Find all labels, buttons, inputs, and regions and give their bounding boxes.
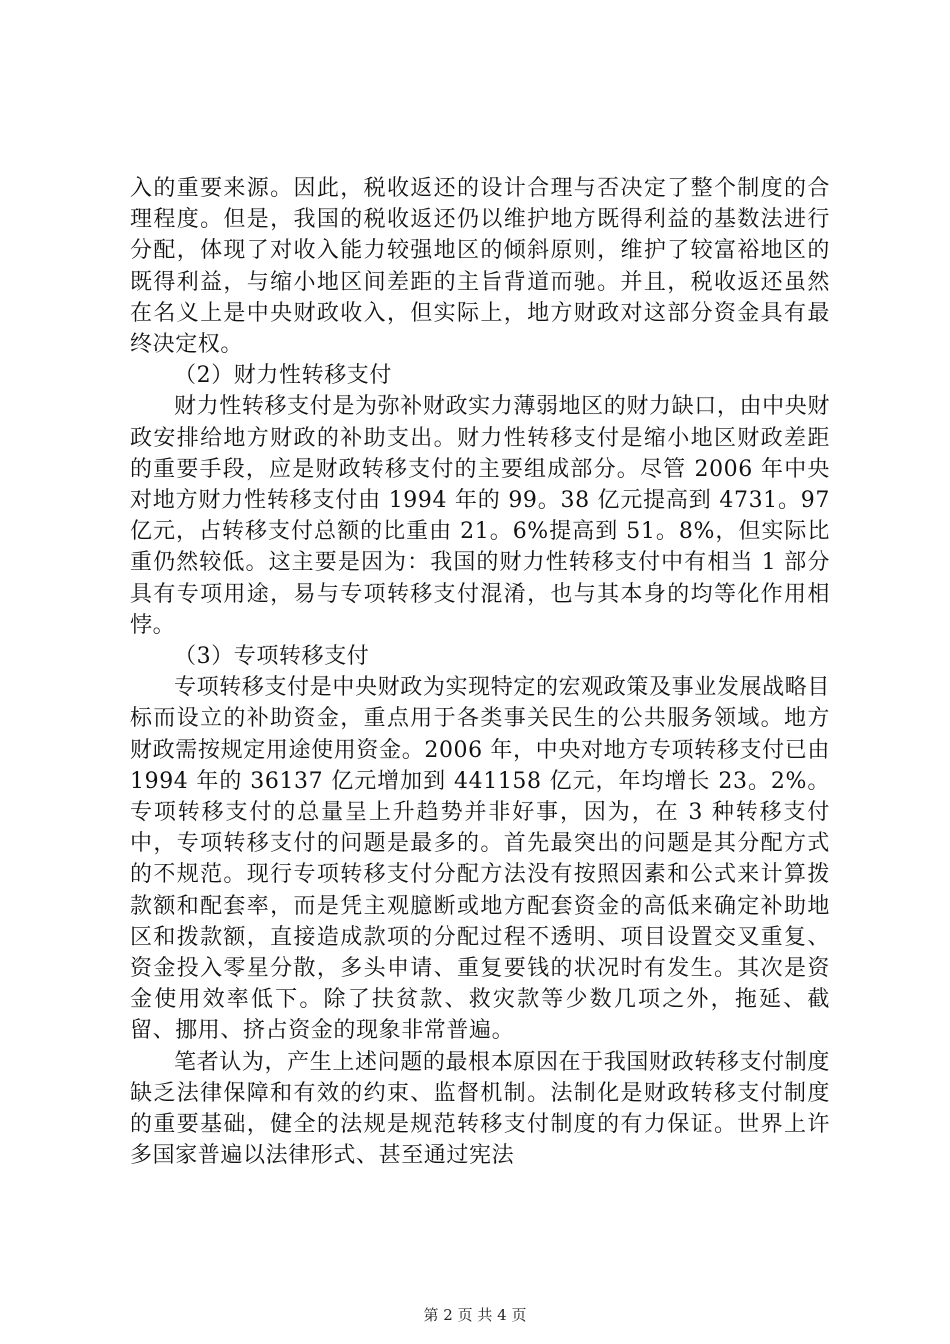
section-heading-special-transfer: （3）专项转移支付 bbox=[174, 644, 370, 670]
paragraph-fiscal-transfer: 财力性转移支付是为弥补财政实力薄弱地区的财力缺口，由中央财政安排给地方财政的补助支出。财力性转移支付是缩小地区财政差距的重要手段，应是财政转移支付的主要组成部分。尽管 2006 年中央对地方财力性转移支付由 1994 年的 99。38 亿元提高到 4731。97 亿元，占转移支付总额的比重由 21。6%提高到 51。8%，但实际比重仍然较低。这主要是因为：我国的财力性转移支付中有相当 1 部分具有专项用途，易与专项转移支付混淆，也与其本身的均等化作用相悖。 bbox=[130, 394, 830, 638]
paragraph-author-opinion: 笔者认为，产生上述问题的最根本原因在于我国财政转移支付制度缺乏法律保障和有效的约束、监督机制。法制化是财政转移支付制度的重要基础，健全的法规是规范转移支付制度的有力保证。世界上许多国家普遍以法律形式、甚至通过宪法 bbox=[130, 1049, 830, 1169]
paragraph-special-transfer: 专项转移支付是中央财政为实现特定的宏观政策及事业发展战略目标而设立的补助资金，重点用于各类事关民生的公共服务领域。地方财政需按规定用途使用资金。2006 年，中央对地方专项转移支付已由 1994 年的 36137 亿元增加到 441158 亿元，年均增长 23。2%。专项转移支付的总量呈上升趋势并非好事，因为，在 3 种转移支付中，专项转移支付的问题是最多的。首先最突出的问题是其分配方式的不规范。现行专项转移支付分配方法没有按照因素和公式来计算拨款额和配套率，而是凭主观臆断或地方配套资金的高低来确定补助地区和拨款额，直接造成款项的分配过程不透明、项目设置交叉重复、资金投入零星分散，多头申请、重复要钱的状况时有发生。其次是资金使用效率低下。除了扶贫款、救灾款等少数几项之外，拖延、截留、挪用、挤占资金的现象非常普遍。 bbox=[130, 675, 830, 1044]
section-heading-fiscal-transfer: （2）财力性转移支付 bbox=[174, 363, 392, 389]
document-body bbox=[130, 173, 830, 1172]
paragraph-tax-return: 入的重要来源。因此，税收返还的设计合理与否决定了整个制度的合理程度。但是，我国的税收返还仍以维护地方既得利益的基数法进行分配，体现了对收入能力较强地区的倾斜原则，维护了较富裕地区的既得利益，与缩小地区间差距的主旨背道而驰。并且，税收返还虽然在名义上是中央财政收入，但实际上，地方财政对这部分资金具有最终决定权。 bbox=[130, 176, 830, 358]
page-footer: 第 2 页 共 4 页 bbox=[423, 1306, 527, 1324]
